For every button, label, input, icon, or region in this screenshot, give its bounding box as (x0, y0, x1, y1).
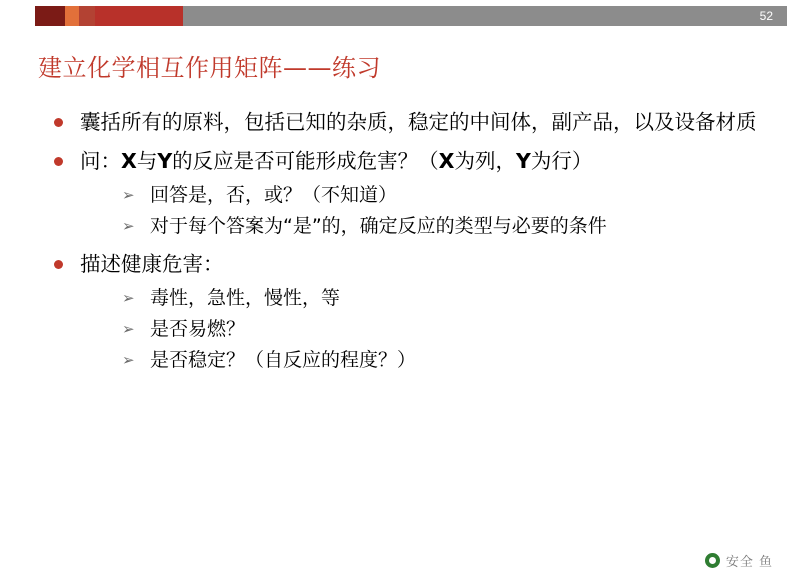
decorative-top-bar (35, 6, 787, 26)
slide-body (46, 108, 767, 384)
bullet-list (46, 108, 767, 374)
list-item (46, 250, 767, 374)
topbar-segment-brick (79, 6, 95, 26)
list-item (46, 108, 767, 137)
sub-list-item (116, 285, 767, 312)
page-number: 52 (759, 9, 773, 23)
topbar-segment-orange (65, 6, 79, 26)
green-circle-icon (705, 553, 720, 568)
sub-bullet-text: 是否稳定？（自反应的程度？） (150, 349, 417, 372)
arrow-bullet-icon: ➢ (122, 320, 135, 339)
sub-bullet-group (116, 285, 767, 374)
topbar-segment-gray (183, 6, 787, 26)
sub-list-item (116, 213, 767, 240)
sub-bullet-text: 毒性，急性，慢性，等 (150, 287, 341, 310)
bullet-text: 囊括所有的原料，包括已知的杂质，稳定的中间体，副产品，以及设备材质 (80, 110, 757, 134)
watermark-text: 安全 鱼 (725, 555, 773, 570)
sub-bullet-text: 对于每个答案为“是”的，确定反应的类型与必要的条件 (150, 215, 607, 238)
arrow-bullet-icon: ➢ (122, 186, 135, 205)
topbar-segment-red (95, 6, 183, 26)
page-title: 建立化学相互作用矩阵——练习 (38, 54, 381, 82)
topbar-segment-dark-red (35, 6, 65, 26)
arrow-bullet-icon: ➢ (122, 289, 135, 308)
watermark (705, 551, 773, 570)
sub-bullet-text: 回答是，否，或？（不知道） (150, 184, 398, 207)
sub-bullet-list (116, 285, 767, 374)
sub-bullet-group (116, 182, 767, 240)
bullet-text: 描述健康危害： (80, 252, 224, 277)
list-item (46, 147, 767, 240)
bullet-text: 问：X与Y的反应是否可能形成危害？（X为列，Y为行） (80, 149, 593, 174)
sub-list-item (116, 347, 767, 374)
sub-bullet-text: 是否易燃？ (150, 318, 246, 341)
sub-bullet-list (116, 182, 767, 240)
bullet-dot-icon (54, 118, 63, 127)
arrow-bullet-icon: ➢ (122, 351, 135, 370)
bullet-dot-icon (54, 157, 63, 166)
bullet-dot-icon (54, 260, 63, 269)
sub-list-item (116, 182, 767, 209)
sub-list-item (116, 316, 767, 343)
arrow-bullet-icon: ➢ (122, 217, 135, 236)
